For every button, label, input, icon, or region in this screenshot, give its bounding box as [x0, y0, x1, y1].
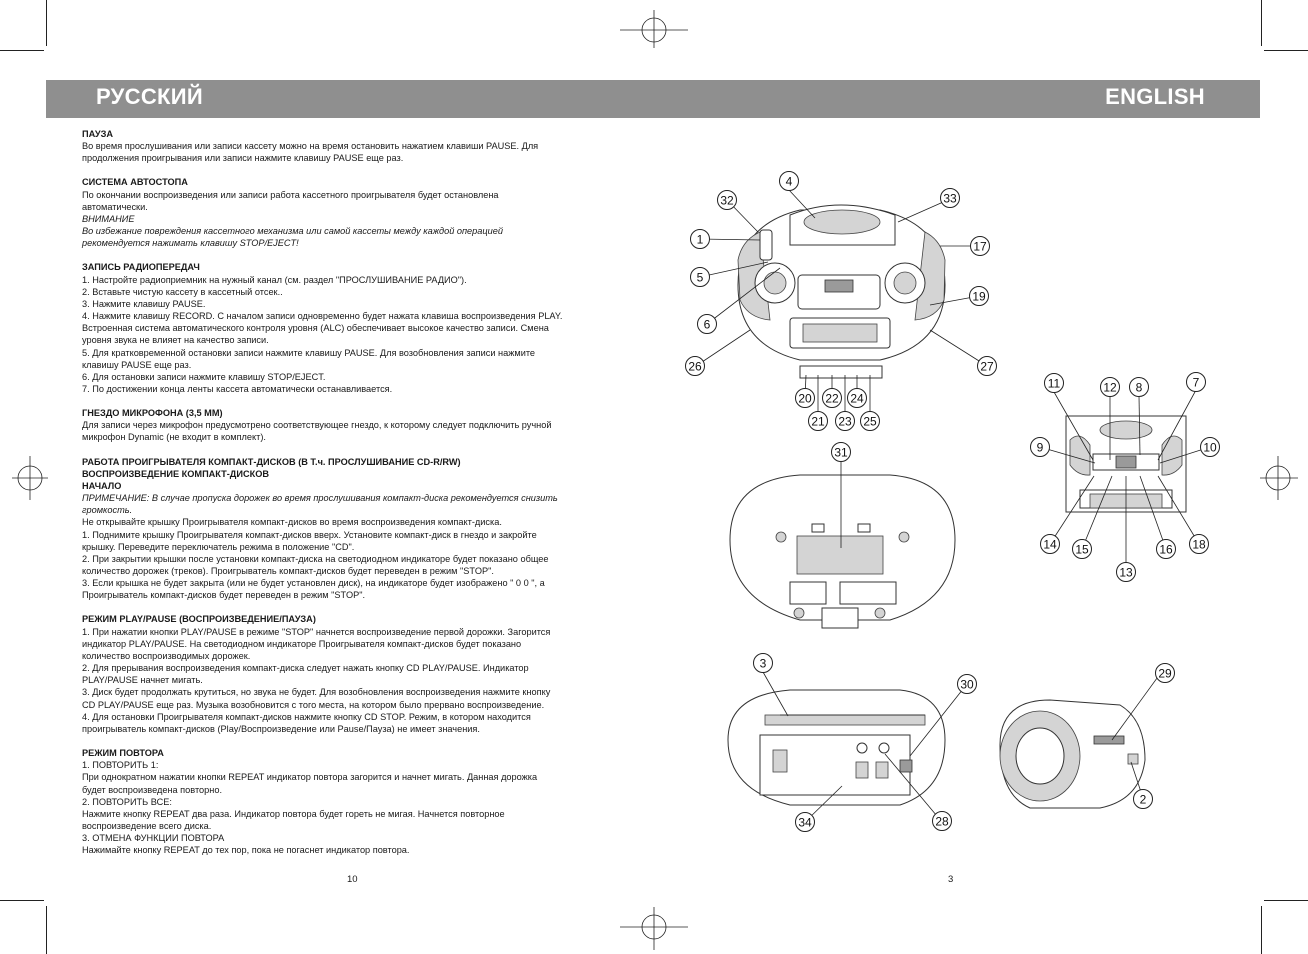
callout-9: [1031, 438, 1050, 457]
callout-number: 32: [720, 193, 734, 208]
section-line: 3. Если крышка не будет закрыта (или не будет установлен диск), на индикаторе будет изображено " 0 0 ", а: [82, 578, 545, 589]
section-heading: РАБОТА ПРОИГРЫВАТЕЛЯ КОМПАКТ-ДИСКОВ (В Т.ч. ПРОСЛУШИВАНИЕ CD-R/RW): [82, 456, 461, 467]
callout-number: 11: [1047, 376, 1061, 391]
callout-number: 27: [980, 359, 994, 374]
callout-11: [1045, 374, 1064, 393]
section-line: количество воспроизводимых дорожек.: [82, 650, 251, 661]
callout-10: [1201, 438, 1220, 457]
section-line: количество дорожек (треков). Проигрыватель компакт-дисков будет переведен в режим "STOP".: [82, 566, 494, 576]
section-line: уровня звука не влияет на качество записи.: [82, 335, 269, 346]
section-line: 4. Для остановки Проигрывателя компакт-дисков нажмите кнопку CD STOP. Режим, в котором находится: [82, 711, 531, 722]
section-heading: ПАУЗА: [82, 129, 113, 139]
section-line: клавишу PAUSE еще раз.: [82, 359, 192, 370]
callout-number: 15: [1075, 542, 1089, 557]
section-line: Нажмите кнопку REPEAT два раза. Индикатор повтора будет гореть не мигая. Начнется повторное: [82, 808, 505, 819]
callout-number: 34: [798, 815, 812, 830]
section-line: 1. При нажатии кнопки PLAY/PAUSE в режиме "STOP" начнется воспроизведение первой дорожки. Загорится: [82, 626, 551, 637]
callout-number: 13: [1119, 565, 1133, 580]
callout-17: [971, 237, 990, 256]
callout-number: 21: [811, 414, 825, 429]
section-line: 3. Диск будет продолжать крутиться, но звука не будет. Для возобновления воспроизведения нажмите кнопку: [82, 687, 551, 698]
callout-number: 9: [1036, 440, 1044, 455]
section-line: 7. По достижении конца ленты кассета автоматически останавливается.: [82, 383, 393, 394]
section-heading: РЕЖИМ PLAY/PAUSE (ВОСПРОИЗВЕДЕНИЕ/ПАУЗА): [82, 614, 316, 625]
callout-30: [958, 675, 977, 694]
section-line: ВНИМАНИЕ: [82, 213, 135, 224]
section-line: 2. При закрытии крышки после установки компакт-диска на светодиодном индикаторе будет показано общее: [82, 553, 549, 564]
section-line: Проигрыватель компакт-дисков будет переведен в режим "STOP".: [82, 590, 366, 601]
callout-number: 33: [943, 191, 957, 206]
callout-26: [686, 357, 705, 376]
section-line: автоматически.: [82, 201, 148, 212]
callout-19: [970, 287, 989, 306]
callout-number: 16: [1159, 542, 1173, 557]
section-line: 1. Поднимите крышку Проигрывателя компакт-дисков вверх. Установите компакт-диск в гнездо и закройте: [82, 529, 537, 540]
callout-number: 10: [1203, 440, 1217, 455]
section-line: будет воспроизведена повторно.: [82, 784, 223, 795]
callout-number: 5: [696, 270, 704, 285]
section-line: PLAY/PAUSE начнет мигать.: [82, 675, 203, 686]
callout-20: [796, 389, 815, 408]
callout-29: [1156, 664, 1175, 683]
section-line: Не открывайте крышку Проигрывателя компакт-дисков во время воспроизведения компакт-диска.: [82, 517, 502, 528]
section-line: Для записи через микрофон предусмотрено соответствующее гнездо, к которому следует подключить ручной: [82, 420, 552, 431]
callout-number: 31: [834, 445, 848, 460]
callout-25: [861, 412, 880, 431]
callout-2: [1134, 790, 1153, 809]
callout-14: [1041, 535, 1060, 554]
callout-number: 7: [1192, 375, 1200, 390]
section-line: НАЧАЛО: [82, 480, 122, 491]
section-heading: РЕЖИМ ПОВТОРА: [82, 748, 164, 759]
section-line: 1. Настройте радиоприемник на нужный канал (см. раздел "ПРОСЛУШИВАНИЕ РАДИО").: [82, 274, 467, 285]
section-heading: ЗАПИСЬ РАДИОПЕРЕДАЧ: [82, 262, 200, 273]
callout-23: [836, 412, 855, 431]
callout-number: 1: [696, 232, 704, 247]
section-heading: ГНЕЗДО МИКРОФОНА (3,5 ММ): [82, 408, 223, 419]
section-line: 4. Нажмите клавишу RECORD. С началом записи одновременно будет нажата клавиша воспроизведения PLAY.: [82, 311, 563, 322]
callout-27: [978, 357, 997, 376]
callout-number: 20: [798, 391, 812, 406]
section-line: 2. Вставьте чистую кассету в кассетный отсек..: [82, 286, 283, 297]
callout-number: 29: [1158, 666, 1172, 681]
section-line: проигрыватель компакт-дисков (Play/Воспроизведение или Pause/Пауза) не имеет значения.: [82, 723, 480, 734]
section-line: микрофон Dynamic (не входит в комплект).: [82, 432, 266, 443]
callout-number: 26: [688, 359, 702, 374]
callout-13: [1117, 563, 1136, 582]
callout-number: 23: [838, 414, 852, 429]
section-line: Во избежание повреждения кассетного механизма или самой кассеты между каждой операцией: [82, 226, 503, 237]
page-number-left: 10: [347, 874, 358, 885]
section-line: 3. Нажмите клавишу PAUSE.: [82, 298, 206, 309]
callout-number: 28: [935, 814, 949, 829]
section-line: При однократном нажатии кнопки REPEAT индикатор повтора загорится и начнет мигать. Данная дорожка: [82, 772, 538, 783]
page-number-right: 3: [948, 874, 954, 885]
section-line: 1. ПОВТОРИТЬ 1:: [82, 760, 159, 771]
callout-28: [933, 812, 952, 831]
callout-8: [1130, 378, 1149, 397]
section-line: ПРИМЕЧАНИЕ: В случае пропуска дорожек во время прослушивания компакт-диска рекомендуется снизить: [82, 493, 558, 504]
callout-number: 19: [972, 289, 986, 304]
callout-number: 3: [759, 656, 767, 671]
callout-number: 24: [850, 391, 864, 406]
callout-7: [1187, 373, 1206, 392]
section-line: Нажимайте кнопку REPEAT до тех пор, пока не погаснет индикатор повтора.: [82, 845, 410, 856]
section-line: Встроенная система автоматического контроля уровня (ALC) обеспечивает высокое качество записи. Смена: [82, 323, 549, 334]
section-line: продолжения проигрывания или записи нажмите клавишу PAUSE еще раз.: [82, 153, 404, 164]
section-line: По окончании воспроизведения или записи работа кассетного проигрывателя будет остановлена: [82, 189, 499, 200]
header-right-language: ENGLISH: [1105, 84, 1205, 109]
callout-number: 25: [863, 414, 877, 429]
callout-number: 4: [785, 174, 793, 189]
section-heading: СИСТЕМА АВТОСТОПА: [82, 177, 188, 188]
callout-34: [796, 813, 815, 832]
callout-31: [832, 443, 851, 462]
callout-12: [1101, 378, 1120, 397]
callout-number: 6: [703, 317, 711, 332]
callout-18: [1190, 535, 1209, 554]
section-line: 3. ОТМЕНА ФУНКЦИИ ПОВТОРА: [82, 833, 225, 844]
section-line: крышку. Переведите переключатель режима в положение "CD".: [82, 541, 355, 552]
callout-5: [691, 268, 710, 287]
callout-24: [848, 389, 867, 408]
callout-6: [698, 315, 717, 334]
callout-16: [1157, 540, 1176, 559]
callout-1: [691, 230, 710, 249]
callout-number: 2: [1139, 792, 1147, 807]
section-line: 6. Для остановки записи нажмите клавишу STOP/EJECT.: [82, 371, 326, 382]
callout-number: 17: [973, 239, 987, 254]
section-line: громкость.: [82, 505, 133, 516]
header-left-language: РУССКИЙ: [96, 84, 203, 109]
callout-number: 14: [1043, 537, 1057, 552]
callout-22: [823, 389, 842, 408]
callout-number: 18: [1192, 537, 1206, 552]
callout-15: [1073, 540, 1092, 559]
callout-number: 12: [1103, 380, 1117, 395]
callout-number: 22: [825, 391, 839, 406]
section-line: 2. ПОВТОРИТЬ ВСЕ:: [82, 796, 172, 807]
section-line: Во время прослушивания или записи кассету можно на время остановить нажатием клавиши PAUSE. Для: [82, 141, 539, 152]
section-line: индикатор PLAY/PAUSE. На светодиодном индикаторе Проигрывателя компакт-дисков будет показано: [82, 638, 522, 649]
section-line: 2. Для прерывания воспроизведения компакт-диска следует нажать кнопку CD PLAY/PAUSE. Индикатор: [82, 663, 529, 674]
callout-number: 30: [960, 677, 974, 692]
callout-number: 8: [1135, 380, 1143, 395]
callout-4: [780, 172, 799, 191]
callout-33: [941, 189, 960, 208]
section-line: воспроизведение всего диска.: [82, 820, 212, 831]
callout-32: [718, 191, 737, 210]
section-line: рекомендуется нажимать клавишу STOP/EJECT!: [82, 238, 299, 249]
callout-21: [809, 412, 828, 431]
section-line: ВОСПРОИЗВЕДЕНИЕ КОМПАКТ-ДИСКОВ: [82, 468, 269, 479]
callout-3: [754, 654, 773, 673]
section-line: 5. Для кратковременной остановки записи нажмите клавишу PAUSE. Для возобновления записи нажмите: [82, 347, 536, 358]
section-line: CD PLAY/PAUSE еще раз. Музыка возобновится с того места, на котором было прервано воспроизведение.: [82, 699, 545, 710]
